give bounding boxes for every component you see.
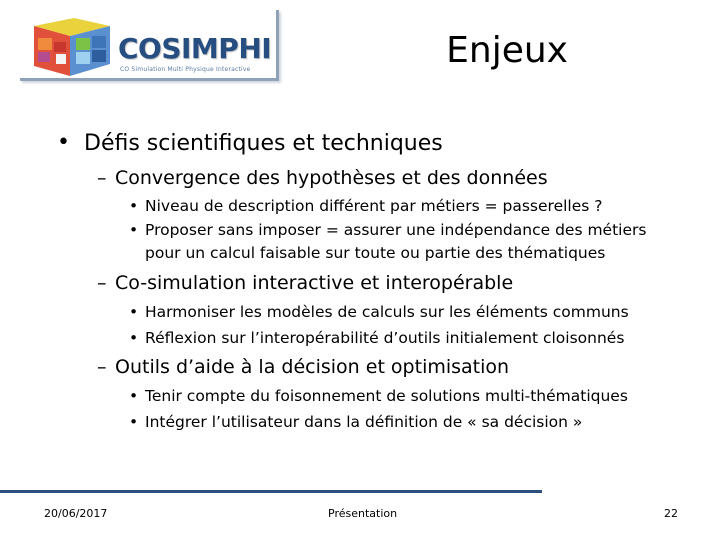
dash-marker: – xyxy=(97,272,107,294)
footer-center-text: Présentation xyxy=(328,507,398,520)
page-number: 22 xyxy=(664,507,678,520)
cosimphi-logo xyxy=(20,10,282,82)
list-item: Proposer sans imposer = assurer une indépendance des métiers xyxy=(145,221,647,239)
slide-title: Enjeux xyxy=(446,30,568,71)
bullet-marker: • xyxy=(57,130,70,155)
bullet-marker: • xyxy=(129,303,139,321)
bullet-marker: • xyxy=(129,221,139,239)
logo-cube-icon xyxy=(24,14,114,78)
list-item: Réflexion sur l’interopérabilité d’outils initialement cloisonnés xyxy=(145,329,625,347)
footer-date: 20/06/2017 xyxy=(44,507,108,520)
dash-marker: – xyxy=(97,356,107,378)
list-item: Niveau de description différent par métiers = passerelles ? xyxy=(145,197,603,215)
subheading-cosimulation: Co-simulation interactive et interopérable xyxy=(115,272,514,294)
footer-divider xyxy=(0,490,542,493)
subheading-outils: Outils d’aide à la décision et optimisation xyxy=(115,356,510,378)
bullet-level1: Défis scientifiques et techniques xyxy=(84,131,443,156)
dash-marker: – xyxy=(97,167,107,189)
logo-wordmark: COSIMPHI xyxy=(118,32,272,65)
list-item: Tenir compte du foisonnement de solutions multi-thématiques xyxy=(145,387,628,405)
subheading-convergence: Convergence des hypothèses et des données xyxy=(115,167,548,189)
bullet-marker: • xyxy=(129,387,139,405)
list-item: Harmoniser les modèles de calculs sur les éléments communs xyxy=(145,303,629,321)
logo-tagline: CO Simulation Multi Physique Interactive xyxy=(120,66,251,73)
bullet-marker: • xyxy=(129,197,139,215)
bullet-marker: • xyxy=(129,413,139,431)
list-item: Intégrer l’utilisateur dans la définition de « sa décision » xyxy=(145,413,583,431)
list-item-continuation: pour un calcul faisable sur toute ou partie des thématiques xyxy=(145,244,606,262)
bullet-marker: • xyxy=(129,329,139,347)
